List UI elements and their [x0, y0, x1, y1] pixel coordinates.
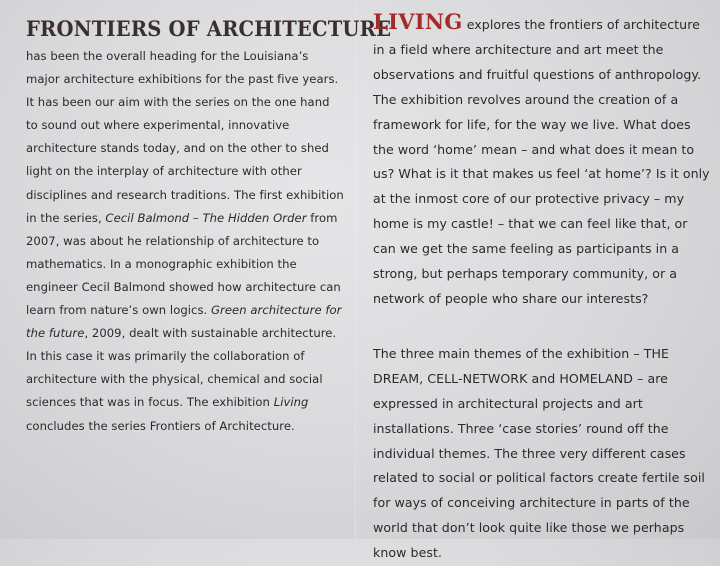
- italic-title-segment: Cecil Balmond – The Hidden Order: [105, 210, 307, 225]
- text-segment: , 2009, dealt with sustainable architecture. In this case it was primarily the collaboration of architecture with the physical, chemical and social sciences that was in focus. The exhibition: [26, 326, 337, 410]
- living-heading: LIVING: [373, 9, 463, 34]
- italic-title-segment: Green architecture for the future: [26, 303, 342, 341]
- living-paragraph: [373, 9, 711, 312]
- themes-paragraph: The three main themes of the exhibition – THE DREAM, CELL-NETWORK and HOMELAND – are expressed in architectural projects and art installations. Three ‘case stories’ round off the individual themes. The three very different cases related to social or political factors create fertile soil for ways of conceiving architecture in parts of the world that don’t look quite like those we perhaps know best.: [373, 345, 705, 561]
- text-segment: concludes the series Frontiers of Architecture.: [26, 418, 295, 433]
- italic-title-segment: Living: [273, 395, 309, 410]
- right-column: [373, 9, 711, 566]
- living-paragraph-text: explores the frontiers of architecture in a field where architecture and art meet the observations and fruitful questions of anthropology. The exhibition revolves around the creation of a framework for life, for the way we live. What does the word ‘home’ mean – and what does it mean to us? What is it that makes us feel ‘at home’? Is it only at the inmost core of our protective privacy – my home is my castle! – that we can feel like that, or can we get the same feeling as participants in a strong, but perhaps temporary community, or a network of people who share our interests?: [373, 17, 710, 306]
- text-segment: from 2007, was about he relationship of architecture to mathematics. In a monographic exhibition the engineer Cecil Balmond showed how architecture can learn from nature’s own logics.: [26, 210, 341, 318]
- left-column: [26, 16, 392, 438]
- section-title: FRONTIERS OF ARCHITECTURE: [26, 16, 392, 41]
- column-divider: [355, 0, 356, 539]
- intro-paragraph: [26, 45, 344, 438]
- text-segment: has been the overall heading for the Louisiana’s major architecture exhibitions for the past five years. It has been our aim with the series on the one hand to sound out where experimental, innovative architecture stands today, and on the other to shed light on the interplay of architecture with other disciplines and research traditions. The first exhibition in the series,: [26, 49, 344, 225]
